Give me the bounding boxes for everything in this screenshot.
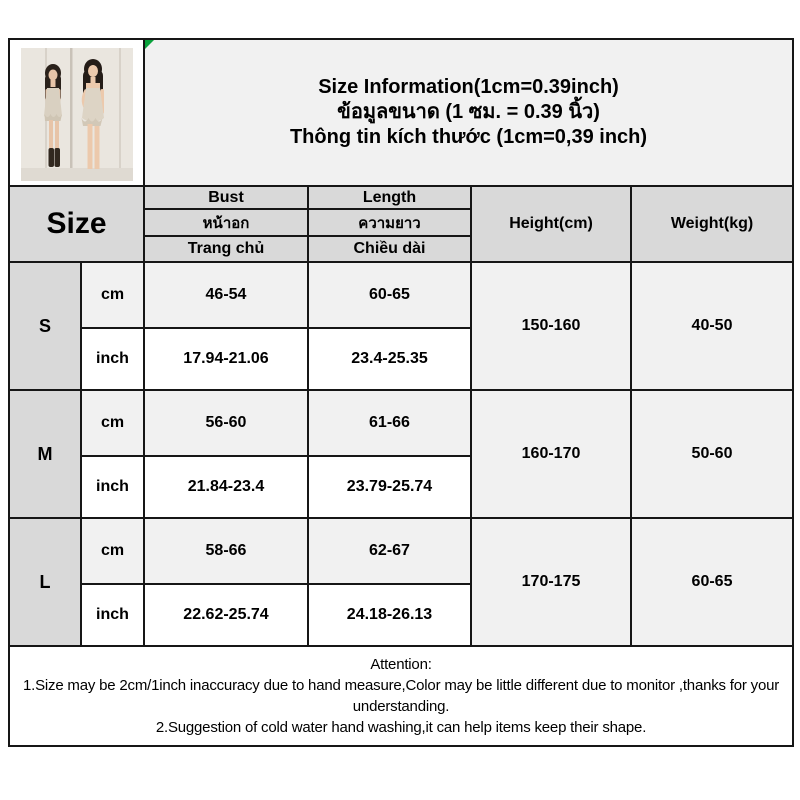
cell-corner-flag-icon [145,40,154,49]
row-s-inch-length: 23.4-25.35 [308,328,471,390]
bust-header-th: หน้าอก [144,209,308,236]
row-s-cm-length: 60-65 [308,262,471,328]
length-header-vi: Chiều dài [308,236,471,262]
row-l-unit-cm: cm [81,518,144,584]
row-s-height: 150-160 [471,262,631,390]
row-s-unit-inch: inch [81,328,144,390]
title-thai: ข้อมูลขนาด (1 ซม. = 0.39 นิ้ว) [337,101,600,123]
row-m-cm-bust: 56-60 [144,390,308,456]
row-m-unit-inch: inch [81,456,144,518]
attention-note-1: 1.Size may be 2cm/1inch inaccuracy due to hand measure,Color may be little different due to monitor ,thanks for your understanding. [22,677,780,715]
size-column-header: Size [9,186,144,262]
title-english: Size Information(1cm=0.39inch) [318,76,619,98]
row-m-height: 160-170 [471,390,631,518]
row-s-inch-bust: 17.94-21.06 [144,328,308,390]
row-l-cm-bust: 58-66 [144,518,308,584]
row-l-label: L [9,518,81,646]
row-l-unit-inch: inch [81,584,144,646]
attention-note [9,646,793,746]
length-header-th: ความยาว [308,209,471,236]
row-s-cm-bust: 46-54 [144,262,308,328]
product-photo-cell [9,39,144,186]
row-m-cm-length: 61-66 [308,390,471,456]
attention-heading: Attention: [370,656,432,673]
title-vietnamese: Thông tin kích thước (1cm=0,39 inch) [289,126,648,148]
row-s-unit-cm: cm [81,262,144,328]
weight-header: Weight(kg) [631,186,793,262]
row-l-inch-length: 24.18-26.13 [308,584,471,646]
row-m-label: M [9,390,81,518]
row-s-weight: 40-50 [631,262,793,390]
row-l-height: 170-175 [471,518,631,646]
size-chart-table [8,38,794,747]
title-cell [144,39,793,186]
length-header-en: Length [308,186,471,209]
row-l-weight: 60-65 [631,518,793,646]
product-photo [10,44,143,181]
product-photo-image [21,48,133,181]
row-m-inch-length: 23.79-25.74 [308,456,471,518]
bust-header-en: Bust [144,186,308,209]
height-header: Height(cm) [471,186,631,262]
attention-note-2: 2.Suggestion of cold water hand washing,it can help items keep their shape. [155,719,647,736]
row-m-inch-bust: 21.84-23.4 [144,456,308,518]
row-m-weight: 50-60 [631,390,793,518]
row-l-cm-length: 62-67 [308,518,471,584]
row-m-unit-cm: cm [81,390,144,456]
row-l-inch-bust: 22.62-25.74 [144,584,308,646]
row-s-label: S [9,262,81,390]
bust-header-vi: Trang chủ [144,236,308,262]
